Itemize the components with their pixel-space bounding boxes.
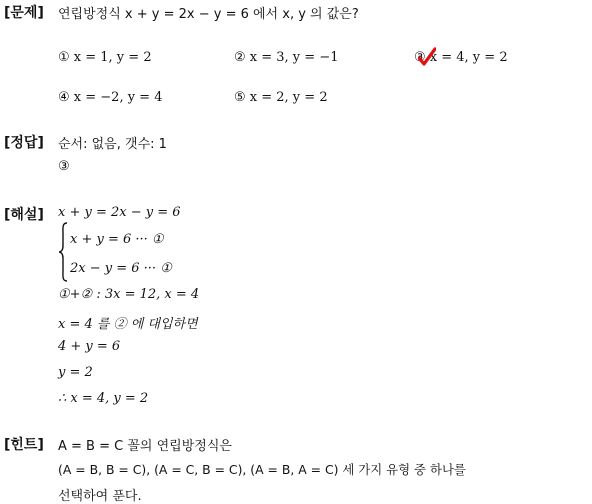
hint-line-3: 선택하여 푼다. bbox=[58, 489, 142, 504]
question-text: 연립방정식 x + y = 2x − y = 6 에서 x, y 의 값은? bbox=[58, 7, 359, 22]
hint-line-2: (A = B, B = C), (A = C, B = C), (A = B, A = C) 세 가지 유형 중 하나를 bbox=[58, 462, 466, 477]
explanation-line-7: y = 2 bbox=[58, 365, 93, 380]
option-3[interactable]: ③ x = 4, y = 2 bbox=[414, 50, 508, 65]
option-5[interactable]: ⑤ x = 2, y = 2 bbox=[234, 90, 328, 105]
explanation-line-3: 2x − y = 6 ··· ① bbox=[70, 261, 172, 276]
option-4[interactable]: ④ x = −2, y = 4 bbox=[58, 90, 163, 105]
option-2[interactable]: ② x = 3, y = −1 bbox=[234, 50, 339, 65]
system-brace-icon bbox=[58, 222, 68, 282]
answer-value: ③ bbox=[58, 159, 70, 174]
explanation-label: [해설] bbox=[4, 207, 44, 223]
check-mark-icon bbox=[418, 47, 436, 67]
hint-label: [힌트] bbox=[4, 437, 44, 453]
answer-label: [정답] bbox=[4, 135, 44, 151]
explanation-line-2: x + y = 6 ··· ① bbox=[70, 232, 164, 247]
explanation-line-4: ①+② : 3x = 12, x = 4 bbox=[58, 287, 200, 302]
answer-order-count: 순서: 없음, 갯수: 1 bbox=[58, 137, 167, 152]
option-1[interactable]: ① x = 1, y = 2 bbox=[58, 50, 152, 65]
explanation-line-1: x + y = 2x − y = 6 bbox=[58, 205, 181, 220]
hint-line-1: A = B = C 꼴의 연립방정식은 bbox=[58, 439, 232, 454]
question-label: [문제] bbox=[4, 5, 44, 21]
explanation-line-5: x = 4 를 ② 에 대입하면 bbox=[58, 317, 198, 332]
explanation-line-6: 4 + y = 6 bbox=[58, 339, 121, 354]
explanation-line-8: ∴ x = 4, y = 2 bbox=[58, 391, 149, 406]
